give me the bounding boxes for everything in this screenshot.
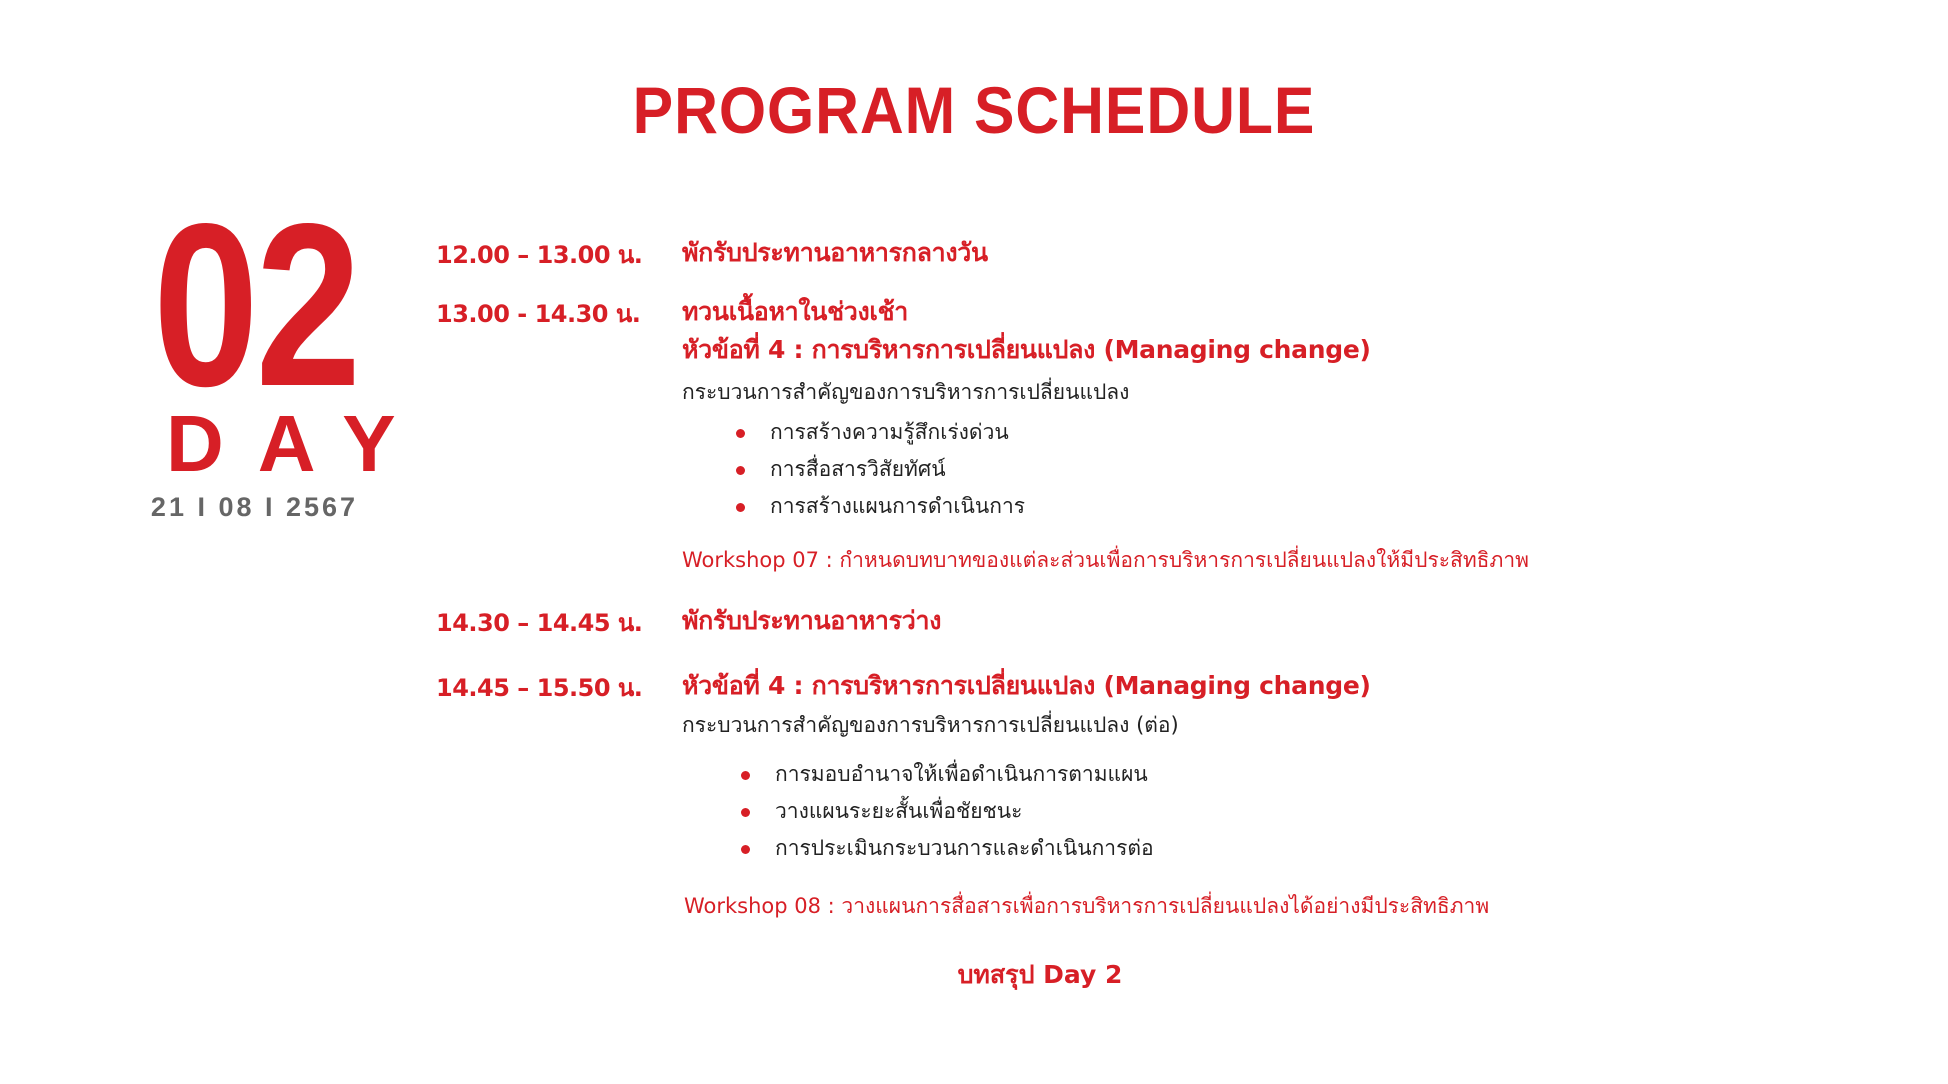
session-3-heading: พักรับประทานอาหารว่าง [682, 606, 942, 635]
list-item: วางแผนระยะสั้นเพื่อชัยชนะ [775, 793, 1154, 830]
list-item: การประเมินกระบวนการและดำเนินการต่อ [775, 830, 1154, 867]
session-2-bullet-list [770, 414, 1025, 525]
session-2-heading-review: ทวนเนื้อหาในช่วงเช้า [682, 297, 909, 326]
session-3-time: 14.30 – 14.45 น. [436, 609, 643, 637]
bullet-dot-icon [741, 808, 750, 817]
session-2-heading-topic: หัวข้อที่ 4 : การบริหารการเปลี่ยนแปลง (Managing change) [682, 335, 1371, 364]
day-date: 21 I 08 I 2567 [150, 492, 359, 522]
bullet-dot-icon [736, 429, 745, 438]
bullet-dot-icon [741, 771, 750, 780]
bullet-dot-icon [736, 503, 745, 512]
session-2-description: กระบวนการสำคัญของการบริหารการเปลี่ยนแปลง [682, 380, 1130, 404]
session-2-workshop: Workshop 07 : กำหนดบทบาทของแต่ละส่วนเพื่อการบริหารการเปลี่ยนแปลงให้มีประสิทธิภาพ [682, 548, 1529, 572]
day-number: 02 [152, 176, 359, 435]
session-4-heading: หัวข้อที่ 4 : การบริหารการเปลี่ยนแปลง (Managing change) [682, 671, 1371, 700]
session-4-bullet-list [775, 756, 1154, 867]
list-item: การมอบอำนาจให้เพื่อดำเนินการตามแผน [775, 756, 1154, 793]
session-4-time: 14.45 – 15.50 น. [436, 674, 643, 702]
list-item: การสร้างความรู้สึกเร่งด่วน [770, 414, 1025, 451]
session-2-time: 13.00 - 14.30 น. [436, 300, 641, 328]
list-item: การสื่อสารวิสัยทัศน์ [770, 451, 1025, 488]
list-item: การสร้างแผนการดำเนินการ [770, 488, 1025, 525]
page-title: PROGRAM SCHEDULE [632, 73, 1316, 147]
bullet-dot-icon [741, 845, 750, 854]
closing-summary: บทสรุป Day 2 [957, 960, 1123, 989]
session-4-description: กระบวนการสำคัญของการบริหารการเปลี่ยนแปลง (ต่อ) [682, 713, 1179, 737]
session-1-time: 12.00 – 13.00 น. [436, 241, 643, 269]
day-label: DAY [166, 399, 430, 488]
session-4-workshop: Workshop 08 : วางแผนการสื่อสารเพื่อการบริหารการเปลี่ยนแปลงได้อย่างมีประสิทธิภาพ [684, 894, 1490, 918]
bullet-dot-icon [736, 466, 745, 475]
session-1-heading: พักรับประทานอาหารกลางวัน [682, 238, 988, 267]
